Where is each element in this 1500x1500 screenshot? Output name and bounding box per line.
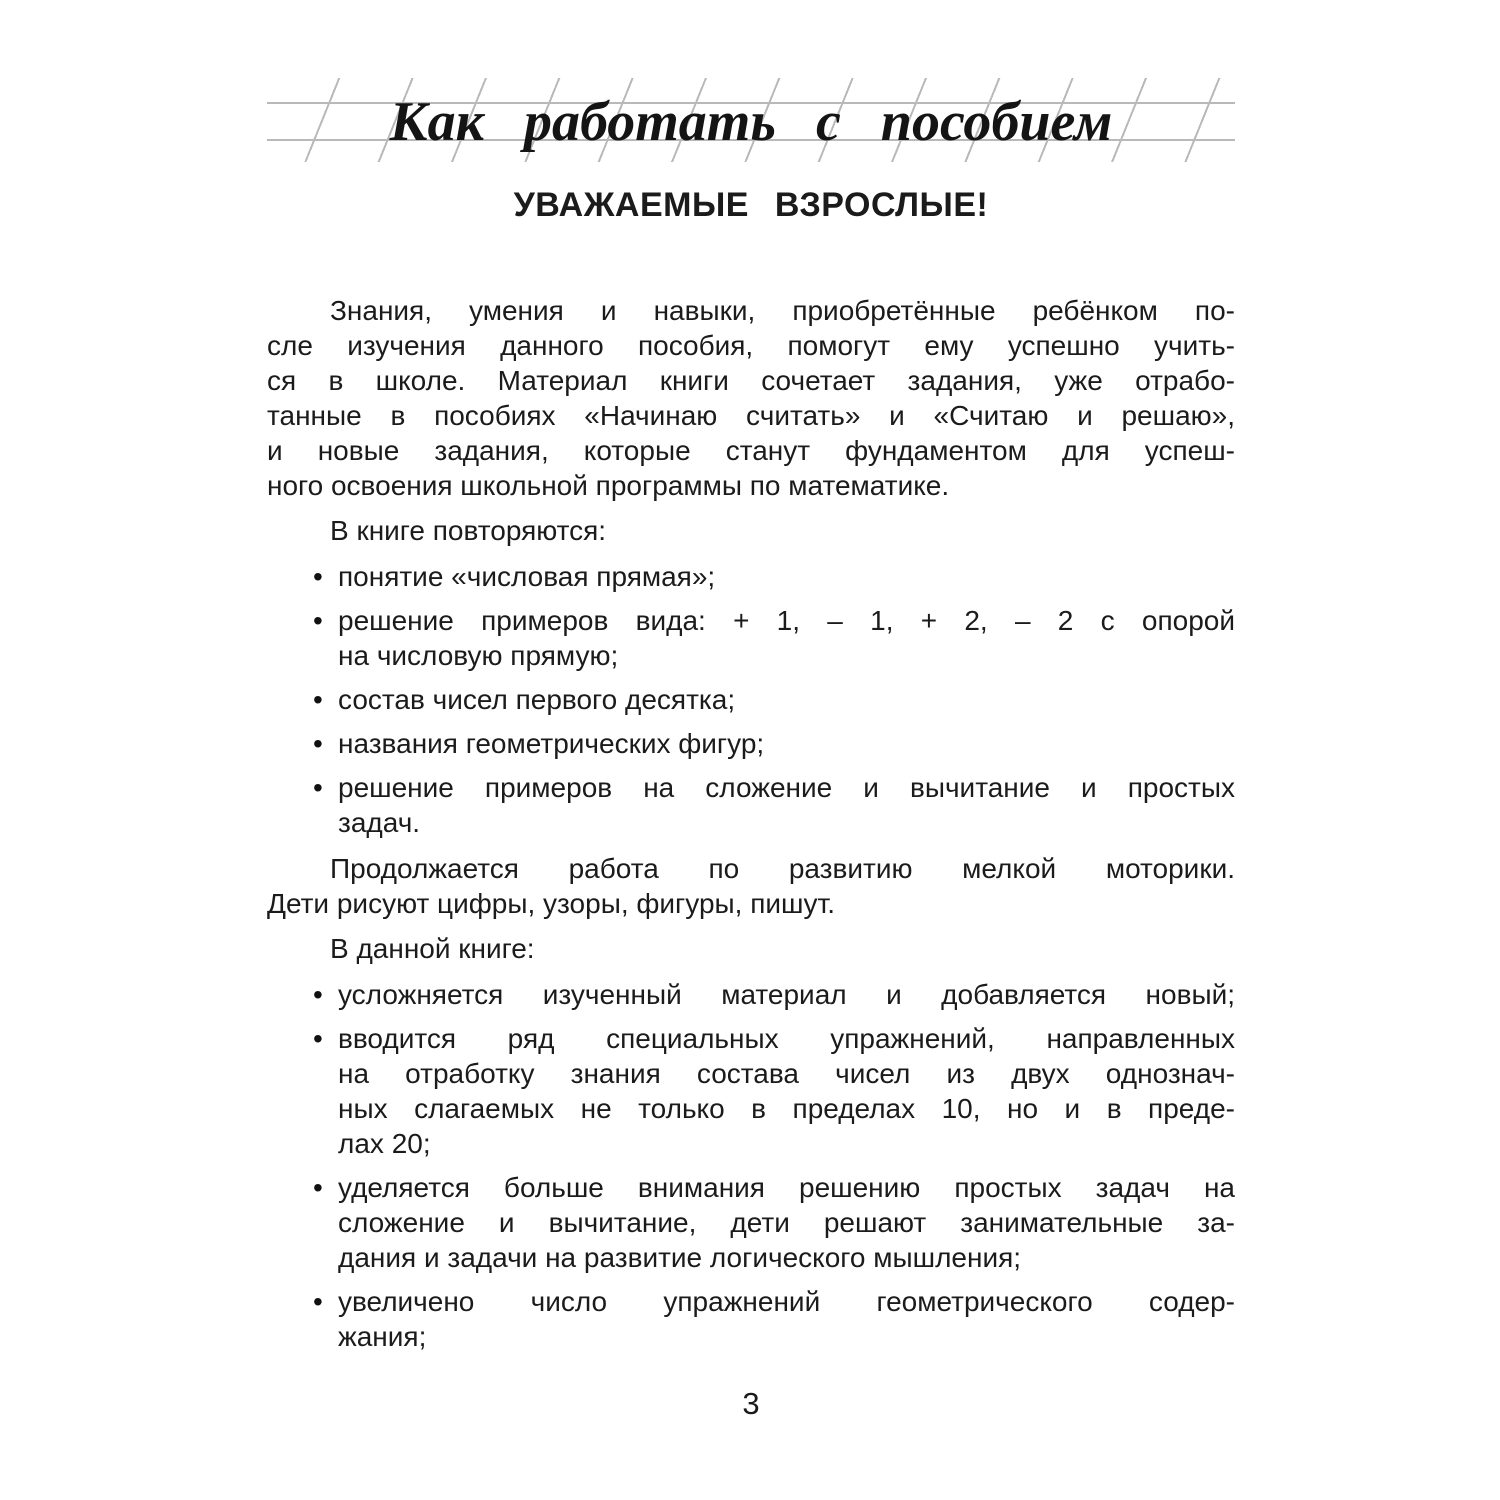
bullet-text — [338, 682, 1235, 717]
text-line: В книге повторяются: — [330, 515, 607, 546]
bullet-icon: • — [313, 728, 323, 759]
page-number: 3 — [742, 1386, 760, 1421]
bullet-item — [267, 977, 1235, 1012]
bullet-icon: • — [313, 561, 323, 592]
bullet-text — [338, 770, 1235, 840]
text-line: состав чисел первого десятка; — [338, 684, 736, 715]
bullet-item — [267, 770, 1235, 840]
bullet-item — [267, 1170, 1235, 1275]
text-line: Продолжается работа по развитию мелкой моторики. — [330, 853, 1235, 884]
text-line: ных слагаемых не только в пределах 10, но и в преде- — [338, 1093, 1235, 1124]
bullet-item — [267, 603, 1235, 673]
text-line: названия геометрических фигур; — [338, 728, 765, 759]
text-line: Знания, умения и навыки, приобретённые ребёнком по- — [330, 295, 1235, 326]
text-line: дания и задачи на развитие логического мышления; — [338, 1242, 1022, 1273]
bullet-item — [267, 1284, 1235, 1354]
text-line: и новые задания, которые станут фундаментом для успеш- — [267, 435, 1235, 466]
bullet-icon: • — [313, 605, 323, 636]
bullet-list — [267, 559, 1235, 840]
text-line: жания; — [338, 1321, 427, 1352]
text-line: решение примеров на сложение и вычитание и простых — [338, 772, 1235, 803]
paragraph — [267, 931, 1235, 966]
text-line: сле изучения данного пособия, помогут ему успешно учить- — [267, 330, 1235, 361]
page-title: Как работать с пособием — [389, 91, 1113, 153]
bullet-text — [338, 977, 1235, 1012]
text-line: лах 20; — [338, 1128, 431, 1159]
bullet-text — [338, 559, 1235, 594]
text-line: решение примеров вида: + 1, – 1, + 2, – 2 с опорой — [338, 605, 1235, 636]
paragraph — [267, 851, 1235, 921]
bullet-icon: • — [313, 1172, 323, 1203]
text-line: на числовую прямую; — [338, 640, 619, 671]
bullet-item — [267, 559, 1235, 594]
paragraph — [267, 293, 1235, 503]
bullet-text — [338, 1284, 1235, 1354]
bullet-icon: • — [313, 772, 323, 803]
bullet-item — [267, 1021, 1235, 1161]
text-line: ного освоения школьной программы по математике. — [267, 470, 950, 501]
bullet-text — [338, 726, 1235, 761]
text-line: сложение и вычитание, дети решают занимательные за- — [338, 1207, 1235, 1238]
bullet-text — [338, 603, 1235, 673]
body-text — [267, 293, 1235, 1365]
text-line: усложняется изученный материал и добавляется новый; — [338, 979, 1235, 1010]
bullet-item — [267, 682, 1235, 717]
bullet-icon: • — [313, 684, 323, 715]
bullet-list — [267, 977, 1235, 1354]
bullet-item — [267, 726, 1235, 761]
section-heading: УВАЖАЕМЫЕ ВЗРОСЛЫЕ! — [513, 186, 989, 224]
bullet-icon: • — [313, 979, 323, 1010]
paragraph — [267, 513, 1235, 548]
writing-grid — [267, 78, 1235, 162]
text-line: Дети рисуют цифры, узоры, фигуры, пишут. — [267, 888, 835, 919]
bullet-text — [338, 1021, 1235, 1161]
text-line: танные в пособиях «Начинаю считать» и «Считаю и решаю», — [267, 400, 1235, 431]
text-line: на отработку знания состава чисел из двух однознач- — [338, 1058, 1235, 1089]
bullet-icon: • — [313, 1023, 323, 1054]
text-line: задач. — [338, 807, 421, 838]
bullet-icon: • — [313, 1286, 323, 1317]
text-line: увеличено число упражнений геометрического содер- — [338, 1286, 1235, 1317]
bullet-text — [338, 1170, 1235, 1275]
text-line: ся в школе. Материал книги сочетает задания, уже отрабо- — [267, 365, 1235, 396]
text-line: понятие «числовая прямая»; — [338, 561, 716, 592]
text-line: уделяется больше внимания решению простых задач на — [338, 1172, 1235, 1203]
text-line: В данной книге: — [330, 933, 535, 964]
text-line: вводится ряд специальных упражнений, направленных — [338, 1023, 1235, 1054]
